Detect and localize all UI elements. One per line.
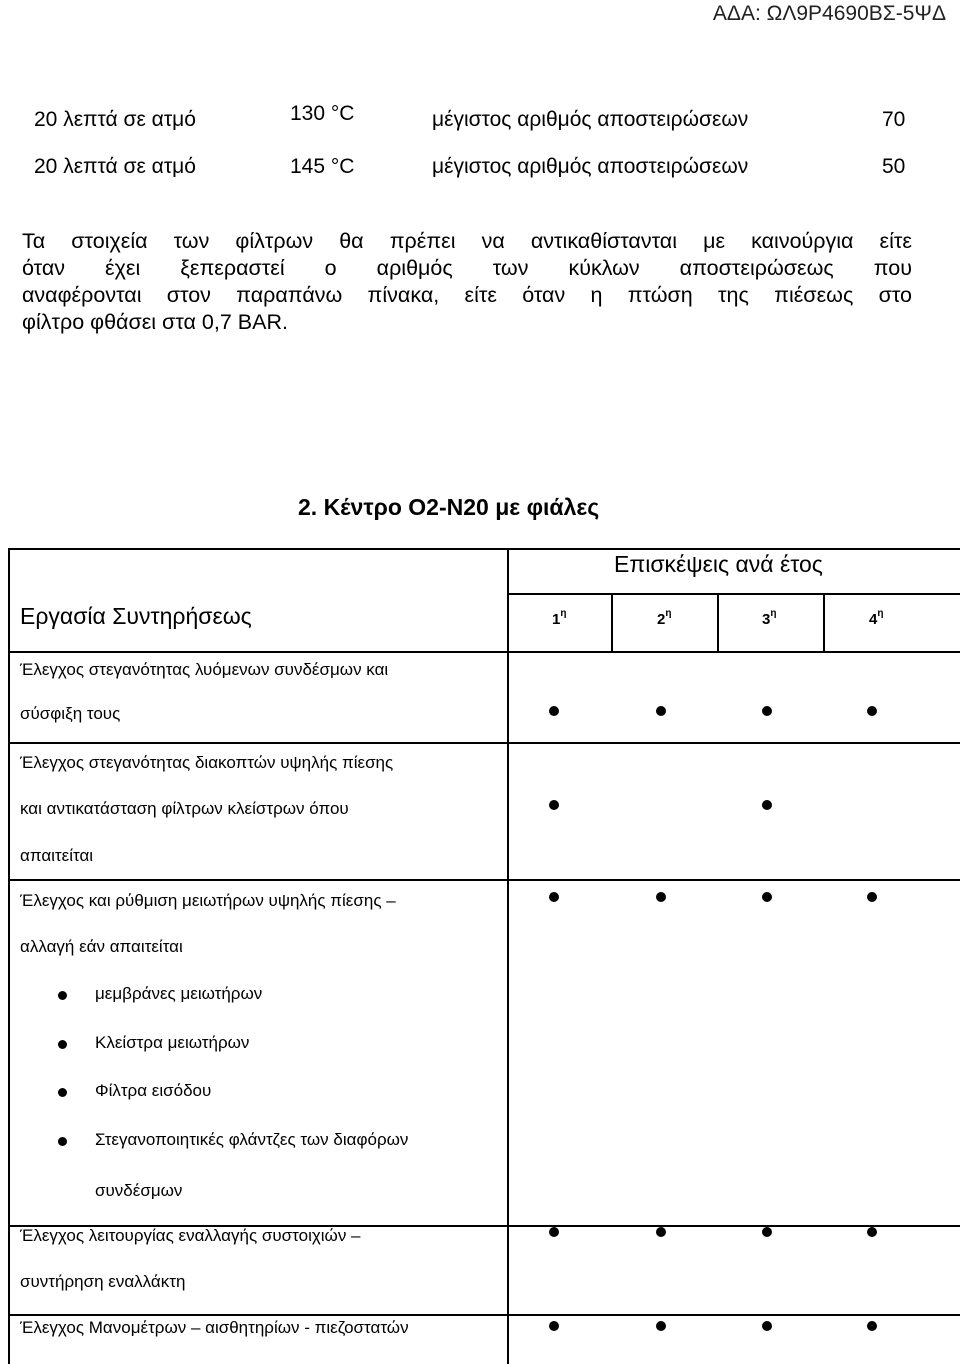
visit-mark-dot (549, 1227, 559, 1237)
subtask-text: Φίλτρα εισόδου (95, 1081, 212, 1100)
visit-mark-dot (656, 1227, 666, 1237)
subtask-text: συνδέσμων (95, 1181, 183, 1200)
visit-mark-dot (762, 706, 772, 716)
paragraph-line: αναφέρονται στον παραπάνω πίνακα, είτε όταν η πτώση της πιέσεως στο (22, 283, 912, 307)
column-divider (507, 548, 509, 1364)
column-divider (611, 593, 613, 653)
column-divider (823, 593, 825, 653)
column-3-header: $3^\eta$ (762, 608, 777, 628)
steril-temp-2: 145 °C (290, 155, 355, 178)
steril-label-2: μέγιστος αριθμός αποστειρώσεων (432, 155, 749, 178)
bullet-icon (58, 991, 67, 1000)
steril-max-2: 50 (882, 155, 906, 178)
column-1-header: $1^\eta$ (552, 608, 567, 628)
task-text: συντήρηση εναλλάκτη (20, 1272, 186, 1291)
visit-mark-dot (656, 1321, 666, 1331)
visit-mark-dot (656, 892, 666, 902)
visit-mark-dot (549, 892, 559, 902)
visit-mark-dot (867, 706, 877, 716)
steril-max-1: 70 (882, 108, 906, 131)
subtask-text: Στεγανοποιητικές φλάντζες των διαφόρων (95, 1130, 409, 1149)
column-2-header: $2^\eta$ (657, 608, 672, 628)
steril-temp-1: 130 °C (290, 102, 355, 125)
visits-per-year-header: Επισκέψεις ανά έτος (614, 551, 823, 577)
subtask-text: μεμβράνες μειωτήρων (95, 984, 263, 1003)
task-text: Έλεγχος Μανομέτρων – αισθητηρίων - πιεζοστατών (20, 1318, 409, 1337)
paragraph-line: Τα στοιχεία των φίλτρων θα πρέπει να αντικαθίστανται με καινούργια είτε (22, 229, 912, 253)
visit-mark-dot (656, 706, 666, 716)
task-text: αλλαγή εάν απαιτείται (20, 937, 183, 956)
visit-mark-dot (762, 800, 772, 810)
table-top-border (8, 548, 960, 550)
filter-replacement-paragraph (22, 228, 912, 336)
task-text: και αντικατάσταση φίλτρων κλείστρων όπου (20, 799, 349, 818)
paragraph-line: φίλτρο φθάσει στα 0,7 BAR. (22, 310, 288, 334)
subtask-text: Κλείστρα μειωτήρων (95, 1033, 250, 1052)
document-code: ΑΔΑ: ΩΛ9Ρ4690ΒΣ-5ΨΔ (712, 2, 946, 25)
task-text: Έλεγχος και ρύθμιση μειωτήρων υψηλής πίεσης – (20, 891, 396, 910)
steril-duration-1: 20 λεπτά σε ατμό (34, 108, 196, 131)
task-text: σύσφιξη τους (20, 704, 121, 723)
visits-divider (508, 593, 960, 595)
row-divider (8, 742, 960, 744)
bullet-icon (58, 1137, 67, 1146)
bullet-icon (58, 1040, 67, 1049)
visit-mark-dot (762, 1321, 772, 1331)
visit-mark-dot (867, 1321, 877, 1331)
visit-mark-dot (762, 1227, 772, 1237)
maintenance-work-header: Εργασία Συντηρήσεως (20, 603, 252, 629)
column-divider (717, 593, 719, 653)
column-4-header: $4^\eta$ (869, 608, 884, 628)
steril-label-1: μέγιστος αριθμός αποστειρώσεων (432, 108, 749, 131)
visit-mark-dot (867, 892, 877, 902)
row-divider (8, 879, 960, 881)
visit-mark-dot (549, 706, 559, 716)
section-heading: 2. Κέντρο Ο2-Ν20 με φιάλες (298, 494, 600, 520)
task-text: απαιτείται (20, 846, 94, 865)
paragraph-line: όταν έχει ξεπεραστεί ο αριθμός των κύκλων αποστειρώσεως που (22, 256, 912, 280)
bullet-icon (58, 1088, 67, 1097)
task-text: Έλεγχος στεγανότητας διακοπτών υψηλής πίεσης (20, 753, 394, 772)
row-divider (8, 1314, 960, 1316)
visit-mark-dot (867, 1227, 877, 1237)
visit-mark-dot (762, 892, 772, 902)
table-left-border (8, 548, 10, 1364)
visit-mark-dot (549, 800, 559, 810)
visit-mark-dot (549, 1321, 559, 1331)
task-text: Έλεγχος λειτουργίας εναλλαγής συστοιχιών – (20, 1226, 361, 1245)
header-bottom-border (8, 651, 960, 653)
task-text: Έλεγχος στεγανότητας λυόμενων συνδέσμων και (20, 660, 389, 679)
steril-duration-2: 20 λεπτά σε ατμό (34, 155, 196, 178)
